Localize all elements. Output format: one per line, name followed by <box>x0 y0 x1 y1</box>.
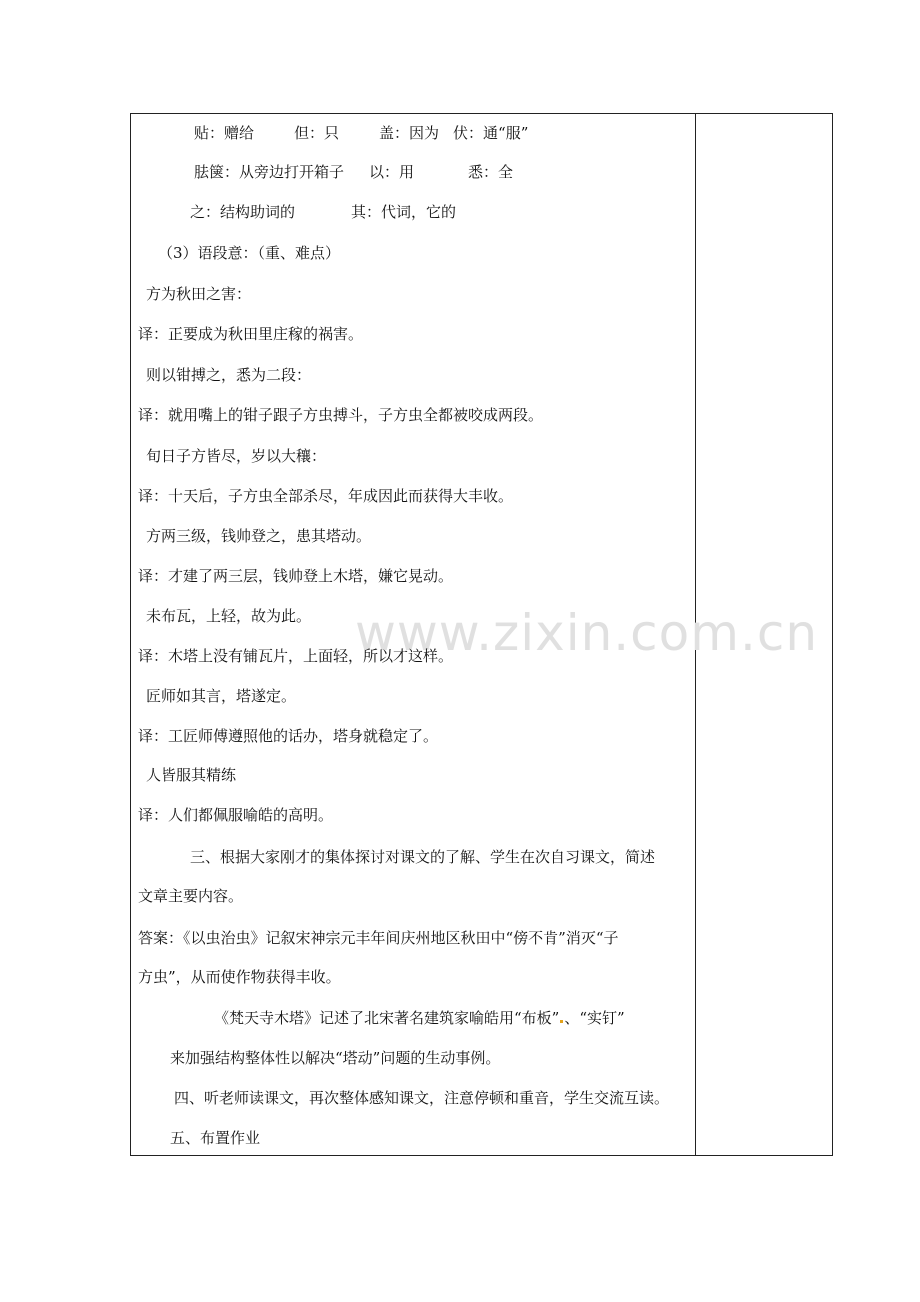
answer-line-4: 来加强结构整体性以解决“塔动”问题的生动事例。 <box>170 1049 501 1067</box>
part-three-line-1: 三、根据大家刚才的集体探讨对课文的了解、学生在次自习课文，简述 <box>190 848 656 866</box>
vocab-term: 以：用 <box>369 163 415 181</box>
vocab-row-2 <box>194 162 513 182</box>
translation-text: 译：工匠师傅遵照他的话办，塔身就稳定了。 <box>138 727 439 745</box>
translation-text: 译：才建了两三层，钱帅登上木塔，嫌它晃动。 <box>138 567 454 585</box>
vocab-row-1 <box>194 123 528 143</box>
source-text: 旬日子方皆尽，岁以大穰： <box>146 447 327 465</box>
answer-line-2: 方虫”，从而使作物获得丰收。 <box>138 968 341 986</box>
vocab-term: 悉：全 <box>468 163 514 181</box>
section-heading: （3）语段意：（重、难点） <box>158 244 341 262</box>
translation-text: 译：就用嘴上的钳子跟子方虫搏斗，子方虫全都被咬成两段。 <box>138 406 544 424</box>
answer-line-1: 答案：《以虫治虫》记叙宋神宗元丰年间庆州地区秋田中“傍不肯”消灭“子 <box>138 929 619 947</box>
highlight-mark <box>560 1020 563 1023</box>
vocab-term: 伏：通“服” <box>453 124 529 142</box>
watermark: www.zixin.com.cn <box>355 604 819 662</box>
translation-text: 译：人们都佩服喻皓的高明。 <box>138 806 334 824</box>
source-text: 人皆服其精练 <box>146 766 237 784</box>
answer-text: 《梵天寺木塔》记述了北宋著名建筑家喻皓用“布板” <box>214 1009 560 1027</box>
translation-text: 译：十天后，子方虫全部杀尽，年成因此而获得大丰收。 <box>138 487 514 505</box>
source-text: 未布瓦，上轻，故为此。 <box>146 607 312 625</box>
part-five: 五、布置作业 <box>170 1129 261 1147</box>
part-three-line-2: 文章主要内容。 <box>138 887 244 905</box>
vocab-row-3 <box>190 202 456 222</box>
vocab-term: 贴：赠给 <box>194 124 255 142</box>
translation-text: 译：木塔上没有铺瓦片，上面轻，所以才这样。 <box>138 647 454 665</box>
vocab-term: 胠箧：从旁边打开箱子 <box>194 163 345 181</box>
vocab-term: 其：代词，它的 <box>351 203 457 221</box>
source-text: 匠师如其言，塔遂定。 <box>146 687 297 705</box>
translation-text: 译：正要成为秋田里庄稼的祸害。 <box>138 325 364 343</box>
source-text: 则以钳搏之，悉为二段： <box>146 366 312 384</box>
answer-text: 、“实钉” <box>564 1009 625 1027</box>
answer-line-3 <box>214 1008 625 1028</box>
source-text: 方为秋田之害： <box>146 285 252 303</box>
source-text: 方两三级，钱帅登之，患其塔动。 <box>146 527 372 545</box>
vocab-term: 之：结构助词的 <box>190 203 296 221</box>
vocab-term: 盖：因为 <box>379 124 440 142</box>
part-four: 四、听老师读课文，再次整体感知课文，注意停顿和重音，学生交流互读。 <box>174 1089 670 1107</box>
vocab-term: 但：只 <box>294 124 340 142</box>
